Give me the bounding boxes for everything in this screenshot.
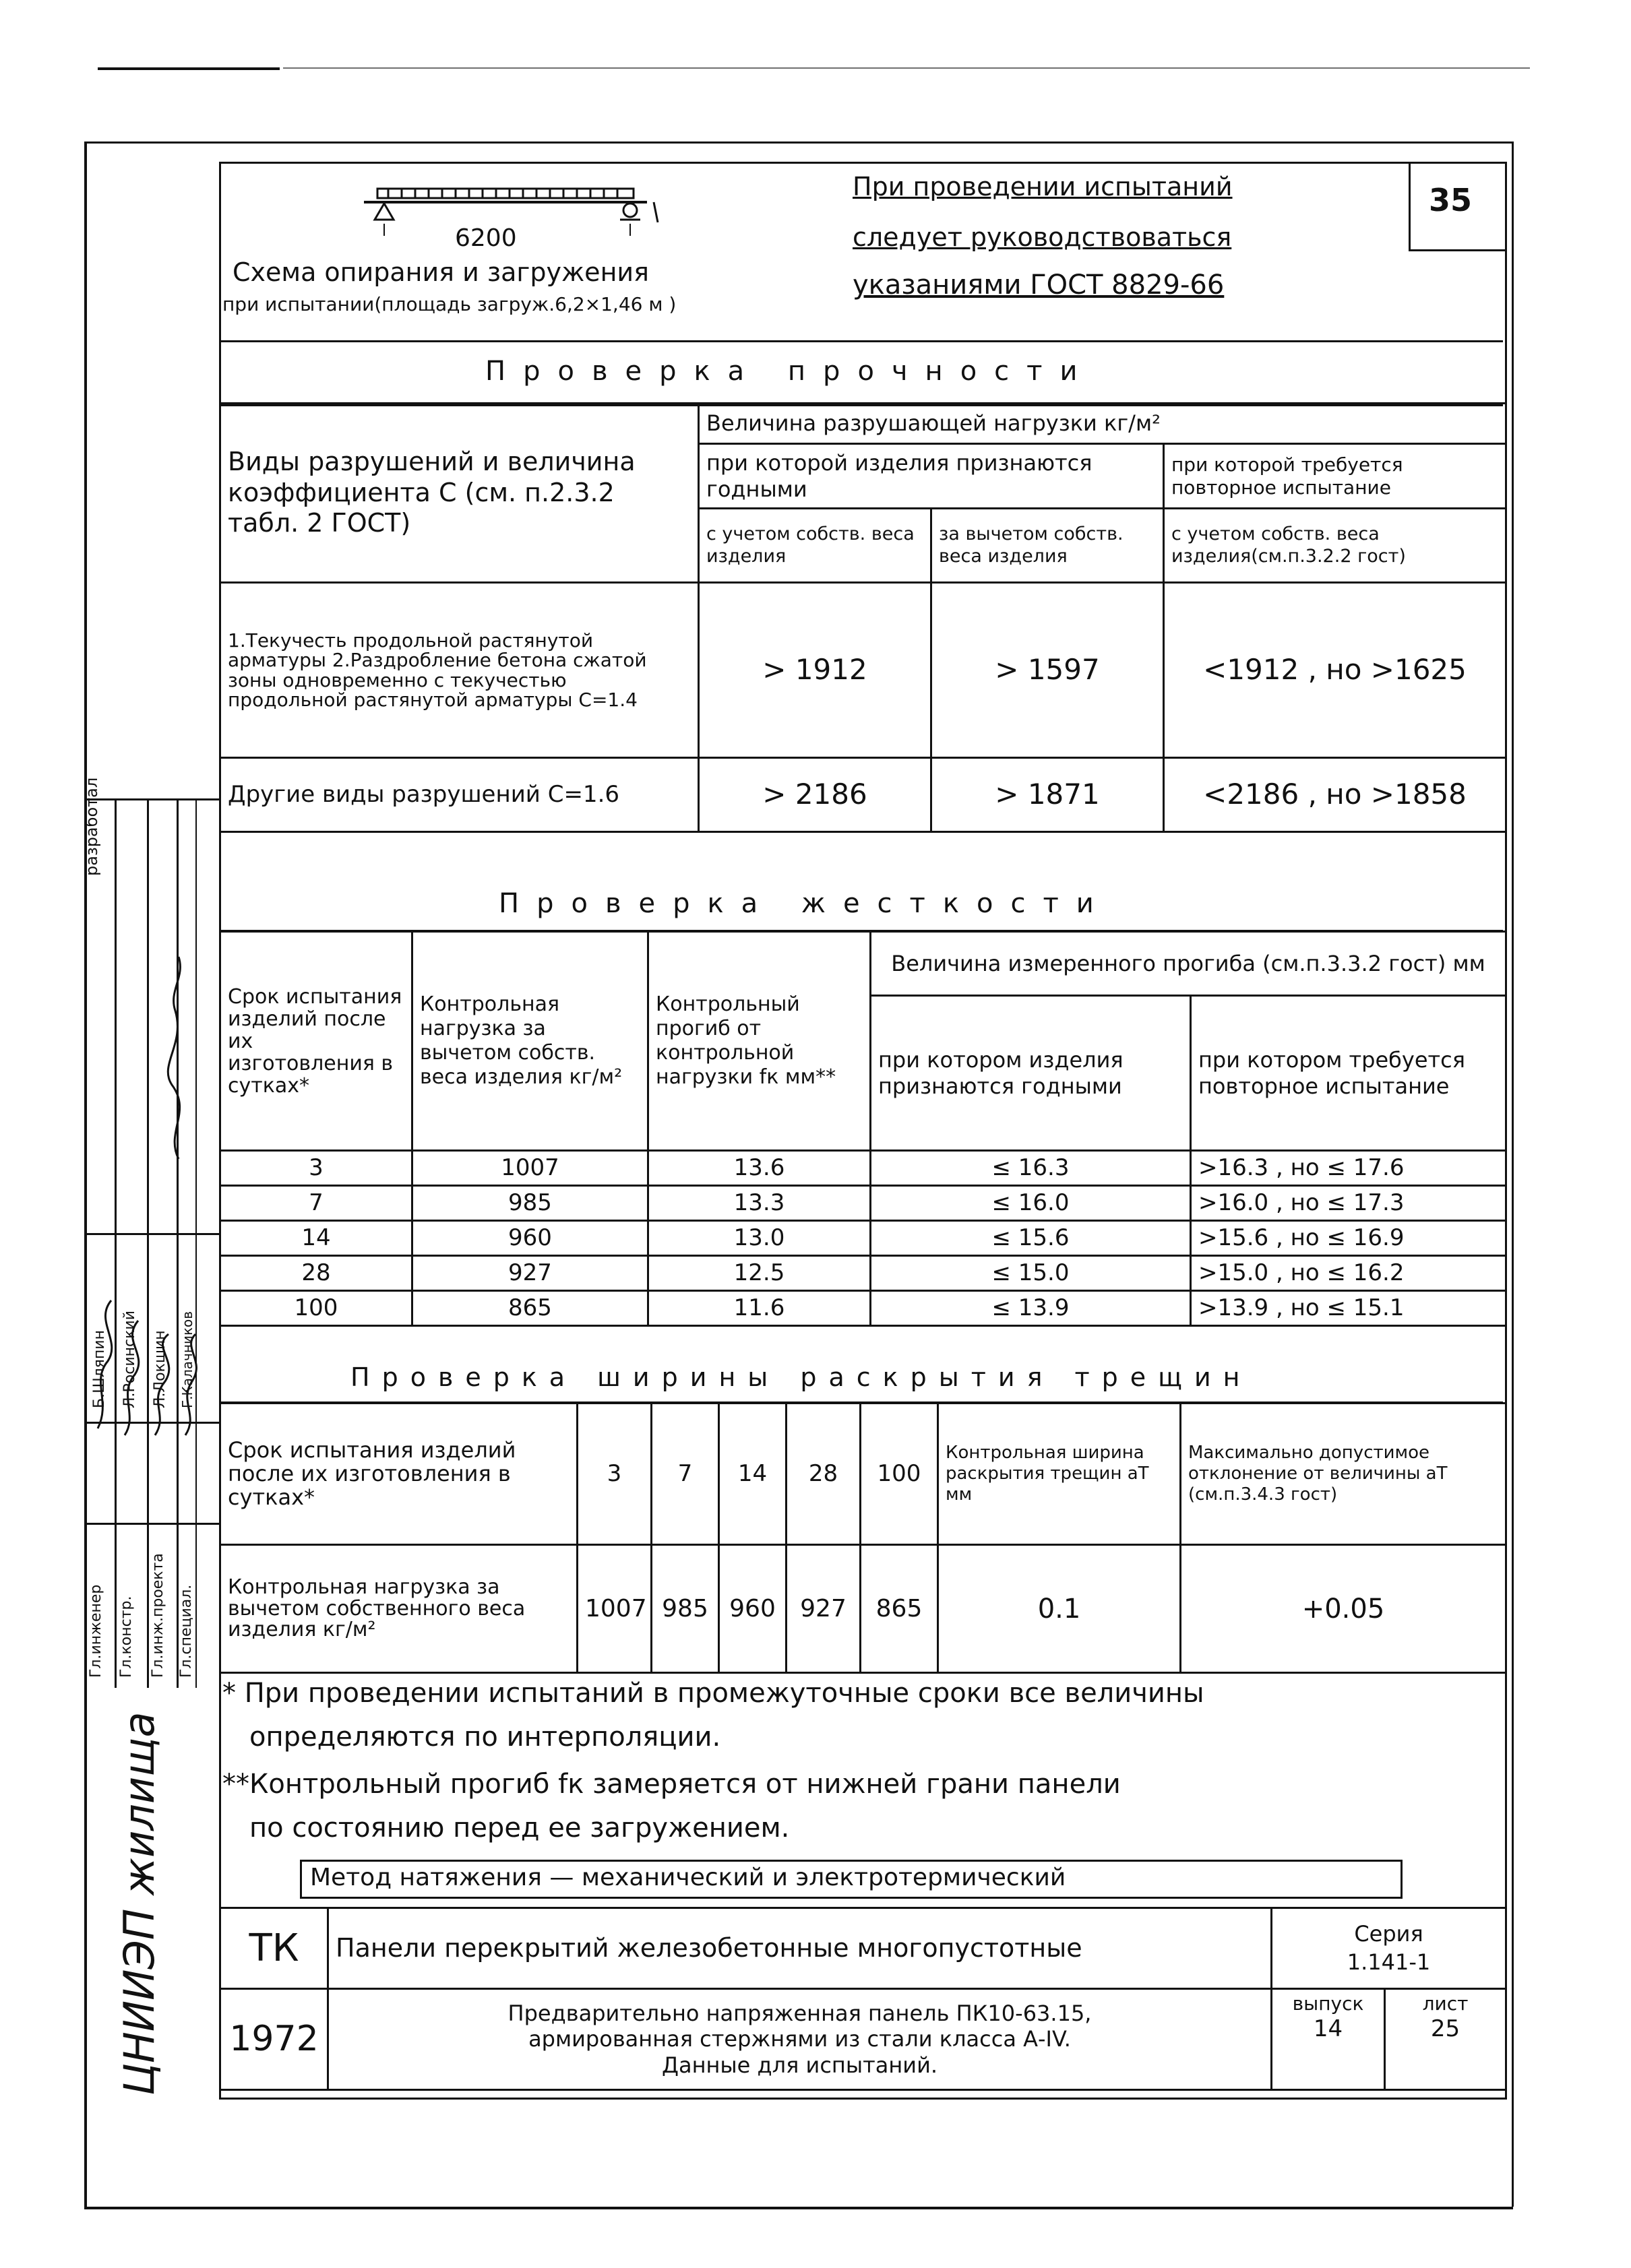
stiffness-accepted: ≤ 13.9 <box>871 1291 1191 1326</box>
stiffness-load: 927 <box>412 1256 648 1291</box>
stiffness-deflection: 13.3 <box>648 1186 871 1221</box>
stiffness-load: 1007 <box>412 1151 648 1186</box>
instruction-line-1: При проведении испытаний <box>853 172 1233 201</box>
strength-table <box>219 402 1507 833</box>
strength-accepted-header: при которой изделия признаются годными <box>699 444 1164 509</box>
stiffness-title: Проверка жесткости <box>499 888 1111 919</box>
title-block-series <box>1272 1908 1506 1989</box>
top-scan-line-2 <box>283 67 1530 69</box>
sheet-label: лист <box>1422 1992 1469 2015</box>
stiffness-col-accepted: при котором изделия признаются годными <box>871 996 1191 1151</box>
cracks-term: 28 <box>787 1404 861 1545</box>
series-value: 1.141-1 <box>1347 1949 1431 1975</box>
note-1-line-2: определяются по интерполяции. <box>249 1722 721 1753</box>
strength-left-header: Виды разрушений и величина коэффициента С (см. п.2.3.2 табл. 2 ГОСТ) <box>220 404 699 583</box>
issue-value: 14 <box>1313 2015 1343 2042</box>
strength-row-label: Другие виды разрушений С=1.6 <box>220 758 699 832</box>
strength-row <box>220 583 1506 758</box>
strength-without-weight: > 1597 <box>931 583 1164 758</box>
cracks-width-header: Контрольная ширина раскрытия трещин аТ мм <box>938 1404 1181 1545</box>
scheme-caption: Схема опирания и загружения <box>233 257 649 287</box>
strength-load-header: Величина разрушающей нагрузки кг/м² <box>699 404 1506 444</box>
stiffness-row <box>220 1151 1506 1186</box>
stiffness-deflection: 11.6 <box>648 1291 871 1326</box>
stiffness-deflection: 13.6 <box>648 1151 871 1186</box>
strength-col-without-weight: за вычетом собств. веса изделия <box>931 509 1164 583</box>
stiffness-col-retest: при котором требуется повторное испытание <box>1191 996 1506 1151</box>
stiffness-deflection: 13.0 <box>648 1221 871 1256</box>
cracks-load: 865 <box>861 1545 938 1673</box>
note-1-line-1: * При проведении испытаний в промежуточные сроки все величины <box>222 1678 1204 1709</box>
stiffness-retest: >16.3 , но ≤ 17.6 <box>1191 1151 1506 1186</box>
cracks-load: 927 <box>787 1545 861 1673</box>
cracks-row2-label: Контрольная нагрузка за вычетом собственного веса изделия кг/м² <box>220 1545 578 1673</box>
stiffness-accepted: ≤ 16.0 <box>871 1186 1191 1221</box>
cracks-term: 7 <box>652 1404 719 1545</box>
stiffness-term: 14 <box>220 1221 412 1256</box>
stamp-role: Гл.специал. <box>178 1584 195 1678</box>
stiffness-row <box>220 1221 1506 1256</box>
cracks-row1-label: Срок испытания изделий после их изготовления в сутках* <box>220 1404 578 1545</box>
stamp-role: Гл.инж.проекта <box>150 1553 166 1678</box>
cracks-load: 1007 <box>578 1545 652 1673</box>
stiffness-row <box>220 1291 1506 1326</box>
method-text: Метод натяжения — механический и электротермический <box>310 1864 1066 1891</box>
frame-right-rule <box>1512 141 1514 2207</box>
strength-with-weight: > 1912 <box>699 583 931 758</box>
cracks-dev-header: Максимально допустимое отклонение от величины аТ (см.п.3.4.3 гост) <box>1181 1404 1506 1545</box>
stiffness-load: 960 <box>412 1221 648 1256</box>
stiffness-col-term: Срок испытания изделий после их изготовления в сутках* <box>220 932 412 1151</box>
note-2-line-2: по состоянию перед ее загружением. <box>249 1813 790 1844</box>
cracks-width-value: 0.1 <box>938 1545 1181 1673</box>
title-block-product: Панели перекрытий железобетонные многопустотные <box>328 1908 1272 1989</box>
title-block-description <box>328 1989 1272 2090</box>
description-line-2: армированная стержнями из стали класса А-IV. <box>528 2026 1071 2052</box>
cracks-dev-value: +0.05 <box>1181 1545 1506 1673</box>
title-block-sheet <box>1385 1989 1506 2090</box>
stamp-role-extra: разработал <box>82 777 101 876</box>
series-label: Серия <box>1354 1920 1423 1947</box>
stiffness-accepted: ≤ 15.0 <box>871 1256 1191 1291</box>
title-block-tk: ТК <box>220 1908 328 1989</box>
stiffness-retest: >15.6 , но ≤ 16.9 <box>1191 1221 1506 1256</box>
stiffness-term: 100 <box>220 1291 412 1326</box>
stiffness-row <box>220 1256 1506 1291</box>
stiffness-term: 3 <box>220 1151 412 1186</box>
title-block-year: 1972 <box>220 1989 328 2090</box>
page-number: 35 <box>1429 182 1473 218</box>
description-line-3: Данные для испытаний. <box>661 2052 938 2078</box>
issue-label: выпуск <box>1292 1992 1364 2015</box>
stiffness-retest: >13.9 , но ≤ 15.1 <box>1191 1291 1506 1326</box>
stiffness-row <box>220 1186 1506 1221</box>
stamp-name: Б.Шляпин <box>91 1330 108 1408</box>
span-dimension: 6200 <box>455 224 517 252</box>
stiffness-col-deflection: Контрольный прогиб от контрольной нагрузки fк мм** <box>648 932 871 1151</box>
stamp-name: Г.Калачников <box>179 1311 195 1408</box>
sheet-value: 25 <box>1430 2015 1460 2042</box>
strength-retest: <1912 , но >1625 <box>1164 583 1506 758</box>
cracks-title: Проверка ширины раскрытия трещин <box>350 1362 1252 1392</box>
note-2-line-1: **Контрольный прогиб fк замеряется от нижней грани панели <box>222 1769 1121 1800</box>
stamp-role: Гл.инженер <box>88 1584 104 1678</box>
top-scan-line <box>98 67 280 70</box>
strength-retest: <2186 , но >1858 <box>1164 758 1506 832</box>
instruction-line-2: следует руководствоваться <box>853 222 1232 252</box>
strength-without-weight: > 1871 <box>931 758 1164 832</box>
stiffness-retest: >16.0 , но ≤ 17.3 <box>1191 1186 1506 1221</box>
cracks-term: 3 <box>578 1404 652 1545</box>
stiffness-retest: >15.0 , но ≤ 16.2 <box>1191 1256 1506 1291</box>
stiffness-accepted: ≤ 16.3 <box>871 1151 1191 1186</box>
strength-title: Проверка прочности <box>485 356 1095 387</box>
cracks-term: 100 <box>861 1404 938 1545</box>
stiffness-term: 28 <box>220 1256 412 1291</box>
strength-retest-header: при которой требуется повторное испытание <box>1164 444 1506 509</box>
strength-col-retest: с учетом собств. веса изделия(см.п.3.2.2 гост) <box>1164 509 1506 583</box>
strength-row-label: 1.Текучесть продольной растянутой арматуры 2.Раздробление бетона сжатой зоны одновременно с текучестью продольной растянутой арматуры С=1.4 <box>220 583 699 758</box>
cracks-table <box>219 1402 1507 1674</box>
stiffness-deflection: 12.5 <box>648 1256 871 1291</box>
stamp-name: Л.Росинский <box>121 1310 138 1408</box>
strength-col-with-weight: с учетом собств. веса изделия <box>699 509 931 583</box>
strength-with-weight: > 2186 <box>699 758 931 832</box>
cracks-load: 960 <box>719 1545 787 1673</box>
stiffness-col-load: Контрольная нагрузка за вычетом собств. веса изделия кг/м² <box>412 932 648 1151</box>
stiffness-load: 865 <box>412 1291 648 1326</box>
scheme-caption-2: при испытании(площадь загруж.6,2×1,46 м ) <box>222 293 677 315</box>
title-block <box>219 1907 1507 2091</box>
description-line-1: Предварительно напряженная панель ПК10-63.15, <box>507 2000 1092 2026</box>
stamp-name: Л.Локшин <box>152 1330 168 1408</box>
stiffness-accepted: ≤ 15.6 <box>871 1221 1191 1256</box>
strength-row <box>220 758 1506 832</box>
title-block-issue <box>1272 1989 1385 2090</box>
stiffness-table <box>219 931 1507 1327</box>
stiffness-col-measured: Величина измеренного прогиба (см.п.3.3.2 гост) мм <box>871 932 1506 996</box>
cracks-term: 14 <box>719 1404 787 1545</box>
stamp-role: Гл.констр. <box>118 1596 135 1678</box>
stiffness-load: 985 <box>412 1186 648 1221</box>
cracks-load: 985 <box>652 1545 719 1673</box>
org-logo: ЦНИИЭП жилища <box>115 1711 164 2096</box>
instruction-line-3: указаниями ГОСТ 8829-66 <box>853 270 1225 301</box>
signatures <box>84 809 219 1684</box>
frame-top-rule <box>84 141 1513 144</box>
stiffness-term: 7 <box>220 1186 412 1221</box>
